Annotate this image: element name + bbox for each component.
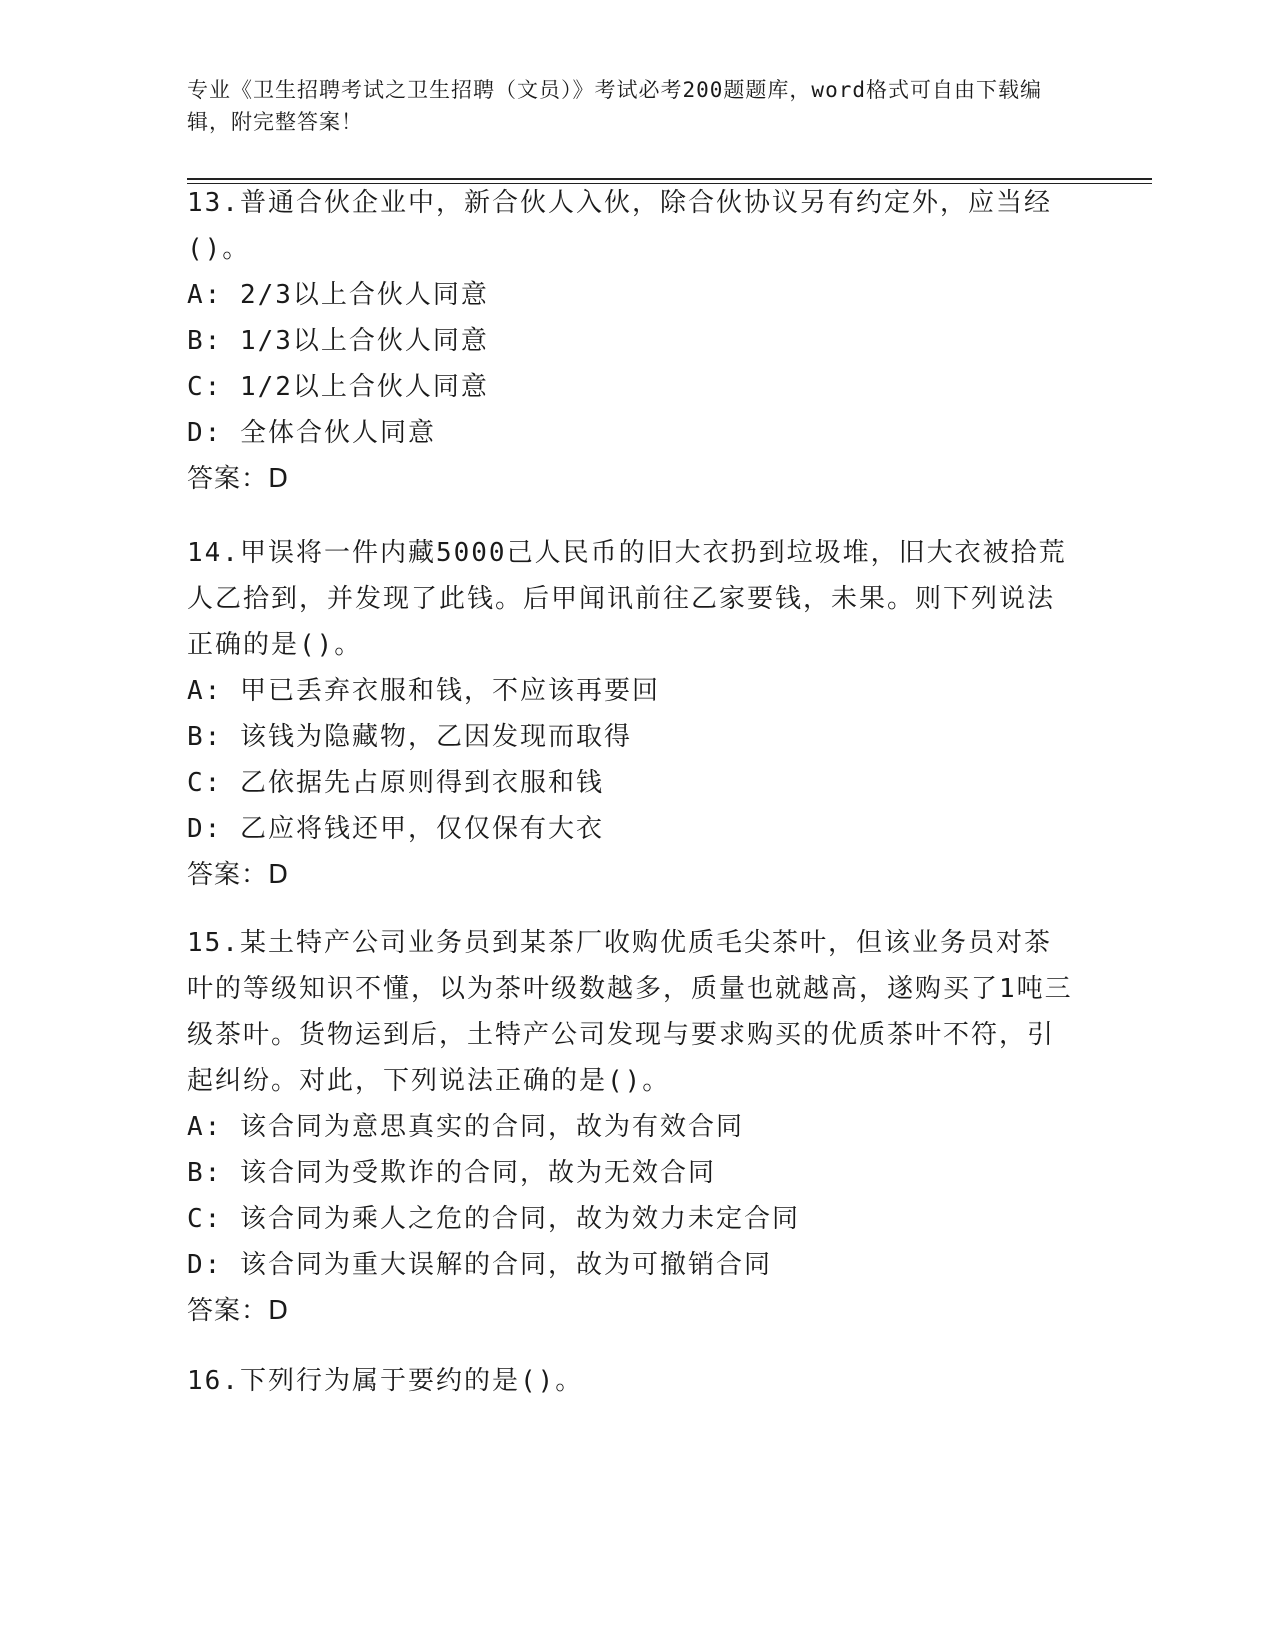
option-b: B: 该合同为受欺诈的合同，故为无效合同 <box>187 1158 716 1188</box>
question-stem: 13.普通合伙企业中，新合伙人入伙，除合伙协议另有约定外，应当经()。 <box>187 188 1052 264</box>
option-c: C: 乙依据先占原则得到衣服和钱 <box>187 768 604 798</box>
option-d: D: 乙应将钱还甲，仅仅保有大衣 <box>187 814 604 844</box>
option-d: D: 该合同为重大误解的合同，故为可撤销合同 <box>187 1250 772 1280</box>
option-d: D: 全体合伙人同意 <box>187 418 436 448</box>
answer: 答案：D <box>187 1296 290 1326</box>
option-b: B: 1/3以上合伙人同意 <box>187 326 489 356</box>
question-stem: 15.某土特产公司业务员到某茶厂收购优质毛尖茶叶，但该业务员对茶叶的等级知识不懂，以为茶叶级数越多，质量也就越高，遂购买了1吨三级茶叶。货物运到后，土特产公司发现与要求购买的优质茶叶不符，引起纠纷。对此，下列说法正确的是()。 <box>187 928 1073 1096</box>
option-a: A: 2/3以上合伙人同意 <box>187 280 489 310</box>
answer: 答案：D <box>187 464 290 494</box>
question-16 <box>187 1358 1077 1404</box>
option-c: C: 该合同为乘人之危的合同，故为效力未定合同 <box>187 1204 800 1234</box>
question-stem: 14.甲误将一件内藏5000己人民币的旧大衣扔到垃圾堆，旧大衣被拾荒人乙拾到，并发现了此钱。后甲闻讯前往乙家要钱，未果。则下列说法正确的是()。 <box>187 538 1067 660</box>
document-header: 专业《卫生招聘考试之卫生招聘（文员）》考试必考200题题库，word格式可自由下载编辑，附完整答案！ <box>187 78 1042 134</box>
question-13 <box>187 180 1077 502</box>
option-a: A: 甲已丢弃衣服和钱，不应该再要回 <box>187 676 660 706</box>
option-a: A: 该合同为意思真实的合同，故为有效合同 <box>187 1112 744 1142</box>
option-c: C: 1/2以上合伙人同意 <box>187 372 489 402</box>
answer: 答案：D <box>187 860 290 890</box>
option-b: B: 该钱为隐藏物，乙因发现而取得 <box>187 722 632 752</box>
question-14 <box>187 530 1077 898</box>
question-stem: 16.下列行为属于要约的是()。 <box>187 1366 584 1396</box>
question-15 <box>187 920 1077 1334</box>
